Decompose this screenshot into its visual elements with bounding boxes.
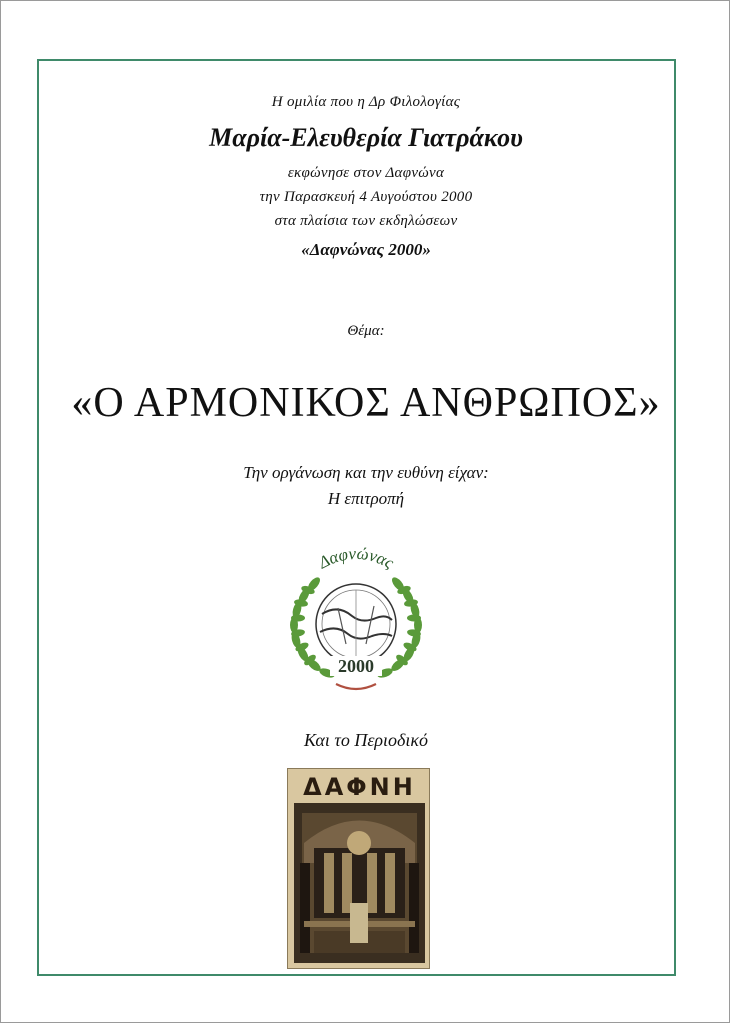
organizers-name: Η επιτροπή bbox=[327, 489, 405, 508]
topic-label: Θέμα: bbox=[347, 323, 385, 339]
speaker-name: Μαρία-Ελευθερία Γιατράκου bbox=[209, 123, 523, 152]
organizers-label: Την οργάνωση και την ευθύνη είχαν: bbox=[243, 463, 489, 482]
context-line: στα πλαίσια των εκδηλώσεων bbox=[274, 213, 458, 229]
delivered-line: εκφώνησε στον Δαφνώνα bbox=[287, 165, 445, 181]
magazine-cover bbox=[287, 768, 430, 969]
ribbon-icon bbox=[336, 684, 376, 689]
date-line: την Παρασκευή 4 Αυγούστου 2000 bbox=[259, 189, 473, 205]
handshake-emblem bbox=[316, 584, 396, 664]
magazine-title: ΔΑΦΝΗ bbox=[303, 773, 416, 801]
logo-year-text: 2000 bbox=[338, 656, 374, 676]
speech-title: «Ο ΑΡΜΟΝΙΚΟΣ ΑΝΘΡΩΠΟΣ» bbox=[71, 380, 661, 426]
magazine-label: Και το Περιοδικό bbox=[303, 730, 429, 750]
laurel-wreath-logo-icon bbox=[276, 544, 436, 694]
intro-line: Η ομιλία που η Δρ Φιλολογίας bbox=[271, 94, 461, 110]
event-name: «Δαφνώνας 2000» bbox=[301, 240, 431, 259]
logo-name-text: Δαφνώνας bbox=[315, 544, 397, 573]
church-interior-photo-icon bbox=[294, 803, 425, 963]
